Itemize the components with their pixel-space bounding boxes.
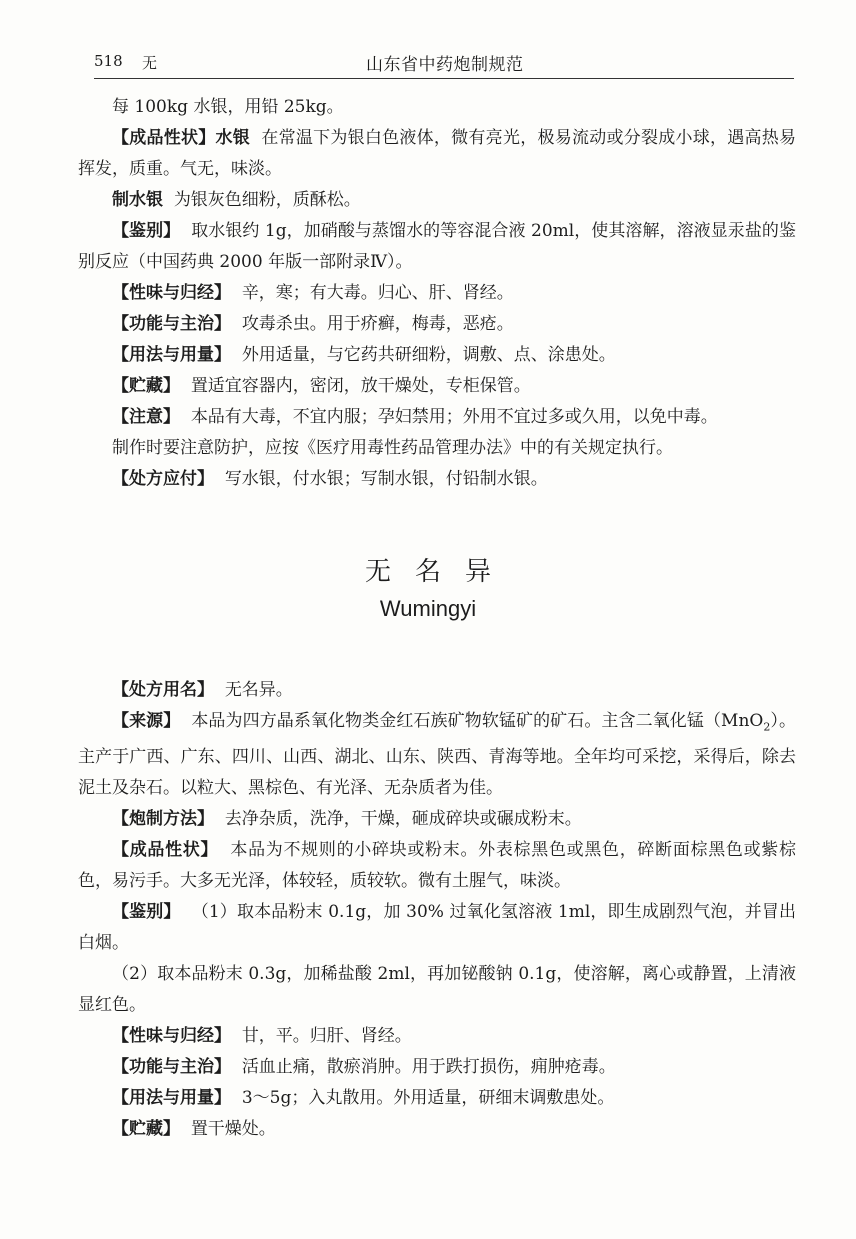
identification-2-label: 【鉴别】	[112, 902, 181, 923]
processed-mercury-sublabel: 制水银	[112, 190, 163, 210]
source-label: 【来源】	[112, 711, 181, 731]
nature-meridian-2-text: 甘，平。归肝、肾经。	[241, 1026, 412, 1047]
nature-meridian-label: 【性味与归经】	[112, 283, 231, 303]
section-pyrolusite	[78, 675, 796, 1145]
identification-text: 取水银约 1g，加硝酸与蒸馏水的等容混合液 20ml，使其溶解，溶液显汞盐的鉴别反应（中国药典 2000 年版一部附录Ⅳ）。	[78, 221, 796, 272]
nature-meridian-2-label: 【性味与归经】	[112, 1026, 231, 1047]
source-text-a: 本品为四方晶系氧化物类金红石族矿物软锰矿的矿石。主含二氧化锰（MnO	[191, 711, 764, 731]
storage-paragraph	[78, 371, 796, 402]
usage-2-label: 【用法与用量】	[112, 1088, 231, 1109]
identification-label: 【鉴别】	[112, 221, 181, 241]
identification-2-text1: （1）取本品粉末 0.1g，加 30% 过氧化氢溶液 1ml，即生成剧烈气泡，并冒出白烟。	[78, 902, 797, 954]
storage-label: 【贮藏】	[112, 376, 180, 396]
usage-2-text: 3～5g；入丸散用。外用适量，研细末调敷患处。	[241, 1088, 615, 1109]
nature-meridian-paragraph	[78, 278, 796, 309]
caution-text: 本品有大毒，不宜内服；孕妇禁用；外用不宜过多或久用，以免中毒。	[190, 407, 718, 427]
prescription-name-label: 【处方用名】	[112, 680, 214, 700]
caution-paragraph	[78, 402, 796, 433]
function-2-paragraph	[78, 1052, 796, 1083]
function-2-label: 【功能与主治】	[112, 1057, 231, 1078]
storage-2-paragraph	[78, 1114, 796, 1145]
source-paragraph	[78, 706, 796, 804]
caution-label: 【注意】	[112, 407, 180, 427]
product-traits-2-paragraph	[78, 835, 796, 897]
function-2-text: 活血止痛，散瘀消肿。用于跌打损伤，痈肿疮毒。	[241, 1057, 616, 1078]
processed-mercury-paragraph	[78, 185, 796, 216]
book-title: 山东省中药炮制规范	[366, 55, 524, 75]
prescription-name-text: 无名异。	[224, 680, 293, 700]
storage-2-label: 【贮藏】	[112, 1119, 180, 1140]
identification-2-paragraph	[78, 897, 796, 959]
usage-label: 【用法与用量】	[112, 345, 231, 365]
entry-title	[0, 552, 856, 624]
processing-label: 【炮制方法】	[112, 809, 214, 830]
function-label: 【功能与主治】	[112, 314, 231, 334]
usage-text: 外用适量，与它药共研细粉，调敷、点、涂患处。	[241, 345, 616, 365]
page-header	[94, 50, 794, 79]
entry-title-chinese: 无名异	[364, 557, 515, 587]
product-traits-paragraph	[78, 123, 796, 185]
function-paragraph	[78, 309, 796, 340]
entry-title-pinyin: Wumingyi	[379, 596, 477, 621]
processing-text: 去净杂质，洗净，干燥，砸成碎块或碾成粉末。	[224, 809, 582, 830]
processed-mercury-text: 为银灰色细粉，质酥松。	[173, 190, 361, 210]
section-word: 无	[142, 54, 158, 72]
product-traits-2-text: 本品为不规则的小碎块或粉末。外表棕黑色或黑色，碎断面棕黑色或紫棕色，易污手。大多无光泽，体较轻，质较软。微有土腥气，味淡。	[78, 840, 796, 892]
prescription-paragraph	[78, 464, 796, 495]
function-text: 攻毒杀虫。用于疥癣，梅毒，恶疮。	[241, 314, 514, 334]
product-traits-label: 【成品性状】	[112, 128, 216, 148]
prescription-text: 写水银，付水银；写制水银，付铅制水银。	[224, 469, 548, 489]
usage-2-paragraph	[78, 1083, 796, 1114]
source-subscript: 2	[763, 720, 771, 734]
source-text-b: ）。主产于广西、广东、四川、山西、湖北、山东、陕西、青海等地。全年均可采挖，采得后，除去泥土及杂石。以粒大、黑棕色、有光泽、无杂质者为佳。	[78, 711, 797, 799]
intro-paragraph: 每 100kg 水银，用铅 25kg。	[112, 97, 344, 117]
identification-paragraph	[78, 216, 796, 278]
storage-2-text: 置干燥处。	[190, 1119, 276, 1140]
prescription-label: 【处方应付】	[112, 469, 214, 489]
processing-paragraph	[78, 804, 796, 835]
identification-2-paragraph-b: （2）取本品粉末 0.3g，加稀盐酸 2ml，再加铋酸钠 0.1g，使溶解，离心或静置，上清液显红色。	[78, 964, 796, 1016]
mercury-sublabel: 水银	[215, 128, 251, 148]
nature-meridian-text: 辛，寒；有大毒。归心、肝、肾经。	[241, 283, 514, 303]
caution-paragraph-2: 制作时要注意防护，应按《医疗用毒性药品管理办法》中的有关规定执行。	[112, 438, 673, 458]
usage-paragraph	[78, 340, 796, 371]
product-traits-2-label: 【成品性状】	[112, 840, 219, 861]
prescription-name-paragraph	[78, 675, 796, 706]
product-traits-text: 在常温下为银白色液体，微有亮光，极易流动或分裂成小球，遇高热易挥发，质重。气无，味淡。	[78, 128, 797, 179]
page-number: 518	[94, 52, 123, 70]
section-mercury	[78, 92, 796, 495]
nature-meridian-2-paragraph	[78, 1021, 796, 1052]
storage-text: 置适宜容器内，密闭，放干燥处，专柜保管。	[190, 376, 531, 396]
